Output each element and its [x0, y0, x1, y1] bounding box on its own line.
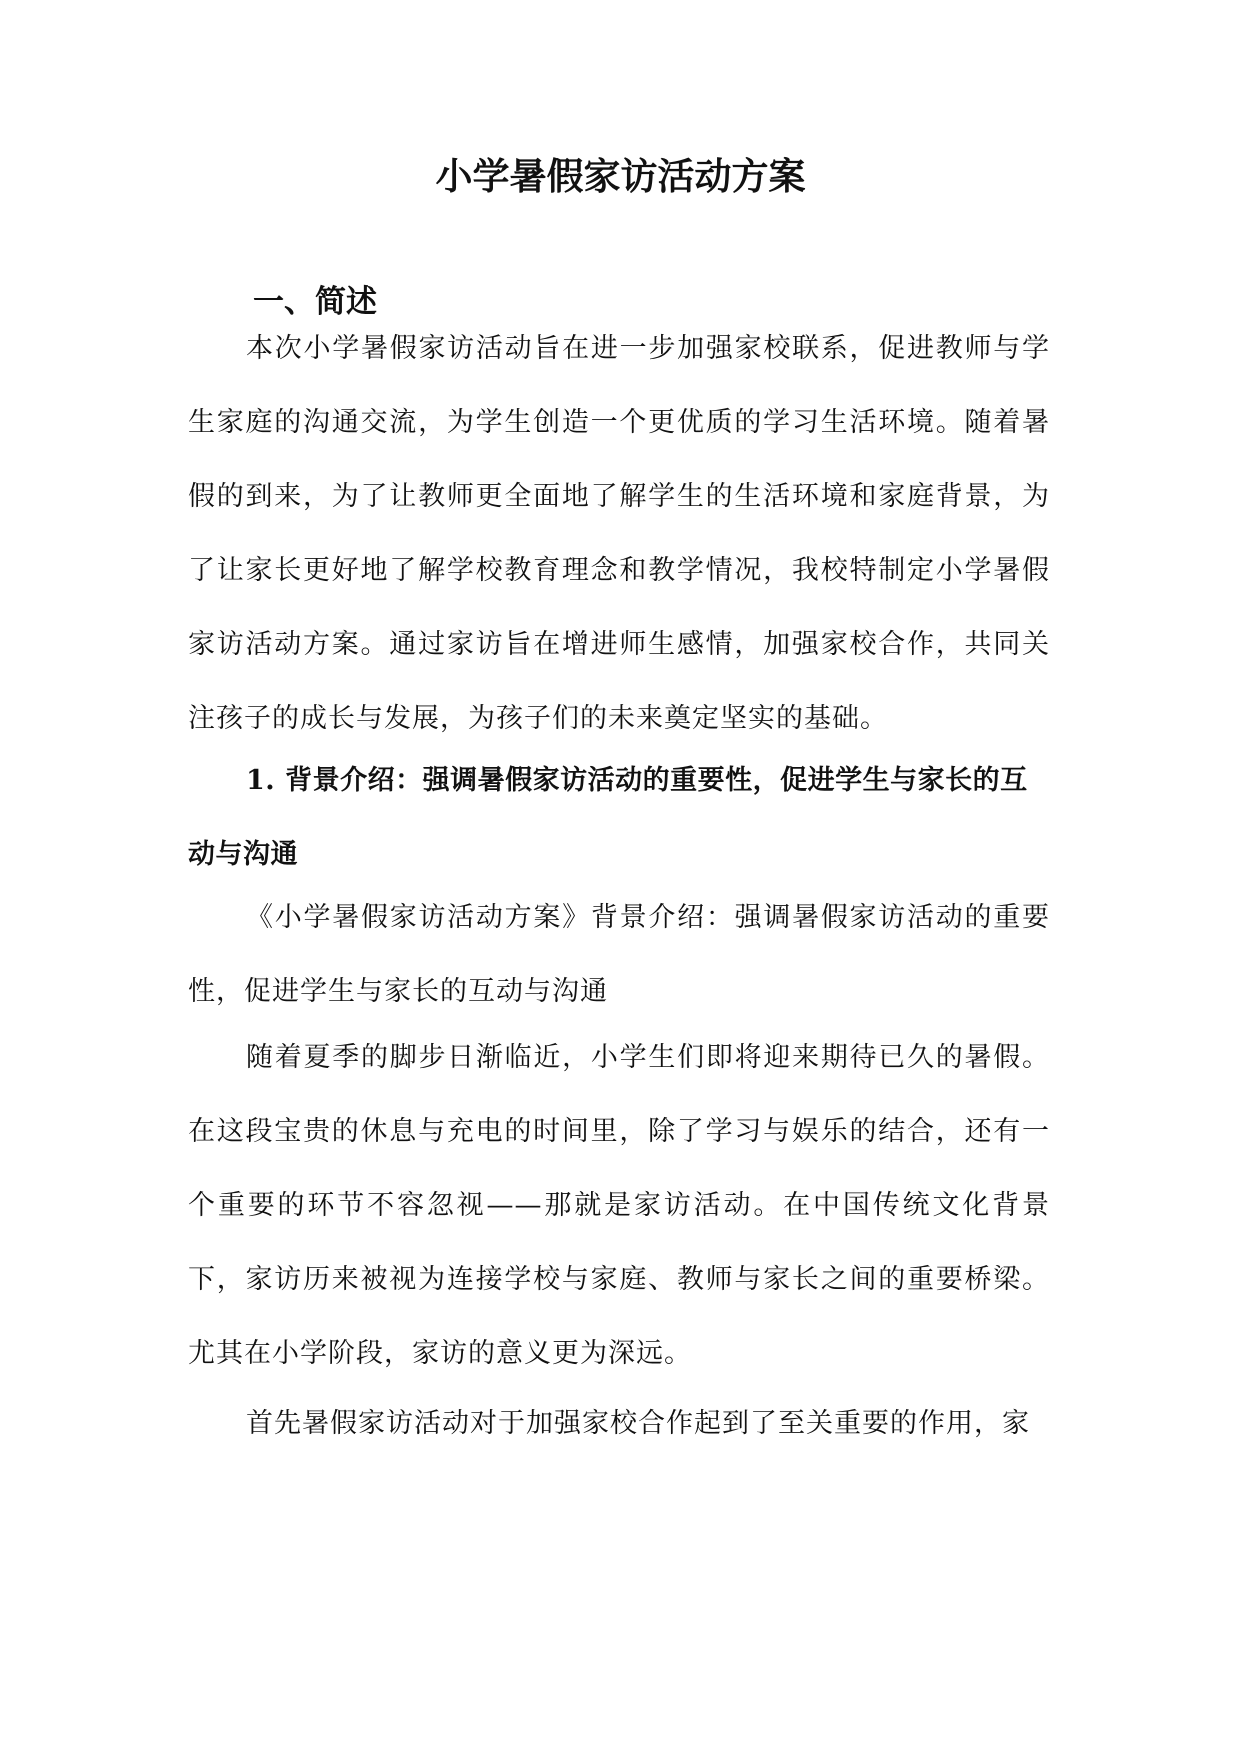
first-point-paragraph: 首先暑假家访活动对于加强家校合作起到了至关重要的作用，家 [246, 1408, 1030, 1439]
background-paragraph: 《小学暑假家访活动方案》背景介绍：强调暑假家访活动的重要性，促进学生与家长的互动与沟通 [188, 902, 1050, 1007]
section-heading: 一、简述 [253, 284, 377, 320]
subheading-background: 1. 背景介绍：强调暑假家访活动的重要性，促进学生与家长的互动与沟通 [188, 765, 1028, 870]
intro-paragraph: 本次小学暑假家访活动旨在进一步加强家校联系，促进教师与学生家庭的沟通交流，为学生创造一个更优质的学习生活环境。随着暑假的到来，为了让教师更全面地了解学生的生活环境和家庭背景，为了让家长更好地了解学校教育理念和教学情况，我校特制定小学暑假家访活动方案。通过家访旨在增进师生感情，加强家校合作，共同关注孩子的成长与发展，为孩子们的未来奠定坚实的基础。 [188, 333, 1050, 734]
summer-paragraph: 随着夏季的脚步日渐临近，小学生们即将迎来期待已久的暑假。在这段宝贵的休息与充电的时间里，除了学习与娱乐的结合，还有一个重要的环节不容忽视——那就是家访活动。在中国传统文化背景下，家访历来被视为连接学校与家庭、教师与家长之间的重要桥梁。尤其在小学阶段，家访的意义更为深远。 [188, 1042, 1050, 1369]
document-title: 小学暑假家访活动方案 [435, 154, 806, 198]
